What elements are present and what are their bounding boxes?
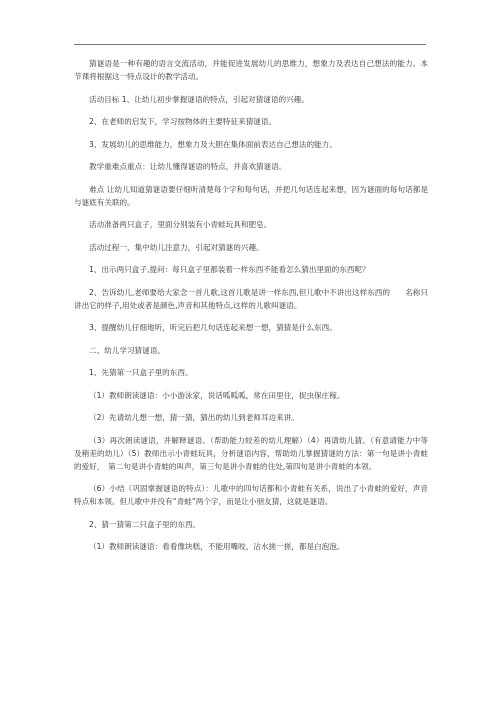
preparation: 活动准备两只盒子，里面分别装有小青蛙玩具和肥皂。 [89,220,272,229]
header-divider [74,44,426,45]
process-step-3: 3、提醒幼儿仔细地听，听完后把几句话连起来想一想，猜猜是什么东西。 [89,323,337,332]
document-body [74,57,428,563]
riddle-1-heading: 1、先猜第一只盒子里的东西。 [89,368,193,377]
objective-1: 活动目标 1、让幼儿初步掌握谜语的特点，引起对猜谜语的兴趣。 [89,94,309,104]
riddle-1-step-2: （2）先请幼儿想一想，猜一猜，猜出的幼儿到老师耳边来讲。 [89,413,299,422]
key-point: 教学重难点重点：让幼儿懂得谜语的特点，并喜欢猜谜语。 [89,162,287,171]
process-step-2: 2、告诉幼儿,老师要给大家念一首儿歌,这首儿歌是讲一样东西,但儿歌中不讲出这样东西的 名称只讲出它的样子,用处或者是颜色,声音和其他特点,这样的儿歌叫谜语。 [74,287,428,310]
riddle-2-step-1: （1）教师朗读谜语：看看像块糕，不能用嘴咬，沾水搓一搓，都是白泡泡。 [89,542,345,551]
objective-2: 2、在老师的启发下，学习按物体的主要特征来猜谜语。 [89,117,277,126]
riddle-1-step-3-5: （3）再次朗读谜语，并解释谜语。（帮助能力较差的幼儿理解）（4）再请幼儿猜。（有意请能力中等及稍差的幼儿）（5）教师出示小青蛙玩具，分析谜语内容，帮助幼儿掌握猜谜的方法：第一句是讲小青蛙的爱好， 第二句是讲小青蛙的叫声，第三句是讲小青蛙的住处,第四句是讲小青蛙的本领。 [74,435,428,471]
process-step-1: 1、出示两只盒子,提问：每只盒子里都装着一样东西不能看怎么猜出里面的东西呢？ [89,265,370,274]
intro-paragraph: 猜谜语是一种有趣的语言交流活动，并能促进发展幼儿的思维力，想象力及表达自己想法的能力。本节课将根据这一特点设计的教学活动。 [74,59,428,81]
riddle-1-step-1: （1）教师朗读谜语：小小游泳家，说话呱呱呱，常在田里住，捉虫保庄稼。 [89,390,345,400]
process-section-2: 二、幼儿学习猜谜语。 [89,345,165,355]
riddle-2-heading: 2、猜一猜第二只盒子里的东西。 [89,519,201,529]
objective-3: 3、发展幼儿的思维能力，想象力及大胆在集体面前表达自己想法的能力。 [89,139,337,149]
process-section-1: 活动过程一、集中幼儿注意力，引起对猜谜的兴趣。 [89,242,264,252]
difficult-point: 难点 让幼儿知道猜谜语要仔细听清楚每个字和每句话，并把几句话连起来想，因为谜面的每句话都是与谜底有关联的。 [74,184,428,207]
riddle-1-summary: （6）小结（巩固掌握谜语的特点）：儿歌中的四句话都和小青蛙有关系，说出了小青蛙的爱好，声音特点和本领。但儿歌中并没有“青蛙”两个字，而是让小朋友猜，这就是谜语。 [74,484,428,506]
